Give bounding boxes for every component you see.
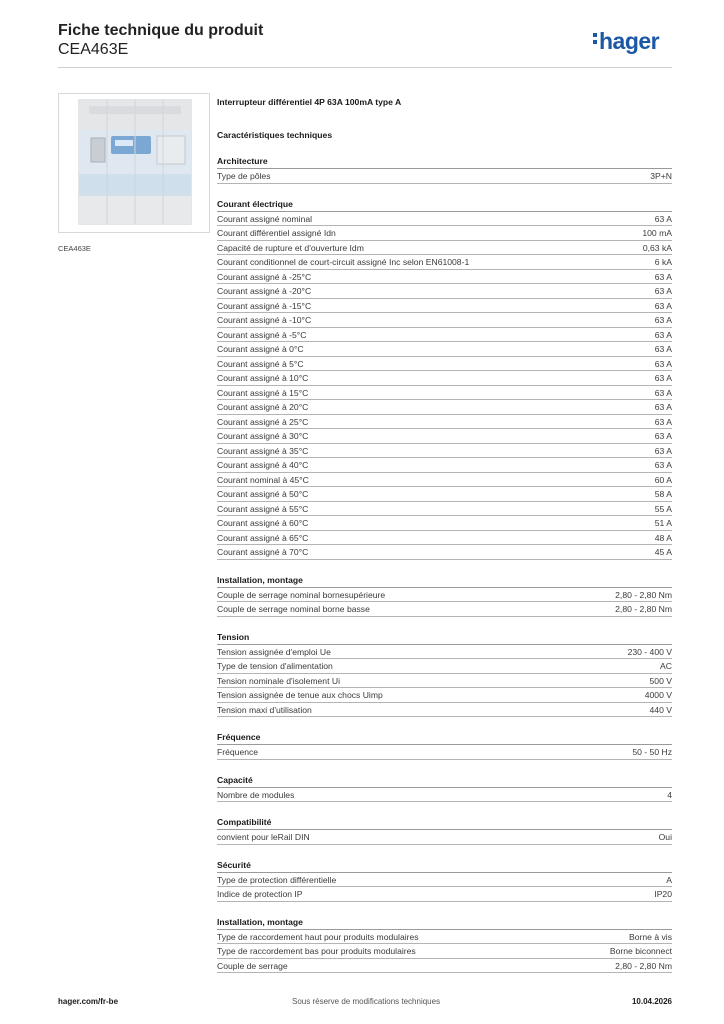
spec-value: 100 mA [642, 228, 672, 238]
section-title: Courant électrique [217, 198, 672, 212]
spec-row [217, 386, 672, 401]
spec-label: Type de pôles [217, 171, 271, 181]
spec-section [217, 916, 672, 974]
product-image [58, 93, 210, 233]
spec-label: Courant assigné à 70°C [217, 547, 309, 557]
spec-section [217, 816, 672, 845]
spec-label: Courant assigné à 0°C [217, 344, 304, 354]
spec-value: 63 A [654, 344, 672, 354]
spec-row [217, 357, 672, 372]
spec-row [217, 226, 672, 241]
spec-value: 230 - 400 V [627, 646, 672, 657]
spec-value: 63 A [654, 358, 672, 369]
spec-row [217, 930, 672, 945]
footer-date: 10.04.2026 [631, 997, 672, 1006]
spec-row [217, 473, 672, 488]
spec-value: Oui [658, 832, 672, 842]
spec-label: Courant différentiel assigné Idn [217, 228, 336, 238]
spec-value: 63 A [654, 431, 672, 441]
image-caption: CEA463E [58, 244, 91, 253]
spec-row [217, 959, 672, 974]
spec-value: 6 kA [654, 257, 672, 267]
section-title: Compatibilité [217, 816, 672, 830]
section-title: Fréquence [217, 731, 672, 745]
header-divider [58, 67, 672, 68]
spec-label: Courant assigné à 10°C [217, 373, 309, 383]
spec-label: Tension assignée de tenue aux chocs Uimp [217, 690, 383, 700]
spec-value: 51 A [654, 518, 672, 528]
specs-heading: Caractéristiques techniques [217, 130, 333, 140]
spec-section [217, 774, 672, 803]
spec-value: 63 A [654, 445, 672, 456]
spec-row [217, 688, 672, 703]
spec-value: 0,63 kA [642, 242, 672, 253]
spec-value: 63 A [654, 402, 672, 412]
spec-row [217, 212, 672, 227]
spec-label: Courant assigné à 50°C [217, 489, 309, 499]
spec-value: 2,80 - 2,80 Nm [615, 604, 672, 614]
spec-label: Courant assigné à -10°C [217, 315, 312, 325]
spec-row [217, 400, 672, 415]
spec-label: Tension nominale d'isolement Ui [217, 675, 340, 686]
section-title: Sécurité [217, 859, 672, 873]
spec-value: 63 A [654, 213, 672, 224]
spec-section [217, 198, 672, 560]
spec-row [217, 788, 672, 803]
spec-label: Courant assigné à 5°C [217, 358, 304, 369]
spec-row [217, 371, 672, 386]
spec-value: 60 A [654, 474, 672, 485]
footer-notice: Sous réserve de modifications techniques [292, 997, 441, 1006]
spec-value: 45 A [654, 547, 672, 557]
spec-row [217, 415, 672, 430]
spec-label: Type de protection différentielle [217, 874, 337, 885]
section-title: Architecture [217, 155, 672, 169]
spec-section [217, 155, 672, 184]
spec-value: 50 - 50 Hz [632, 747, 672, 757]
spec-label: Type de raccordement bas pour produits modulaires [217, 946, 416, 956]
spec-label: Courant assigné à -5°C [217, 329, 307, 340]
spec-value: 63 A [654, 460, 672, 470]
spec-value: 4 [667, 789, 672, 800]
spec-value: 63 A [654, 286, 672, 296]
footer-website: hager.com/fr-be [58, 997, 119, 1006]
spec-label: Courant assigné à -20°C [217, 286, 312, 296]
document-title: Fiche technique du produit [58, 22, 264, 39]
spec-value: 63 A [654, 271, 672, 282]
spec-label: Courant assigné à 35°C [217, 445, 309, 456]
spec-value: 48 A [654, 532, 672, 543]
spec-row [217, 299, 672, 314]
product-title: Interrupteur différentiel 4P 63A 100mA type A [217, 97, 402, 107]
spec-label: Indice de protection IP [217, 889, 303, 899]
product-reference: CEA463E [58, 41, 129, 58]
spec-label: Courant assigné à 60°C [217, 518, 309, 528]
spec-value: 440 V [649, 704, 672, 715]
spec-label: Courant assigné à 20°C [217, 402, 309, 412]
spec-row [217, 645, 672, 660]
spec-row [217, 873, 672, 888]
spec-label: Courant conditionnel de court-circuit assigné Inc selon EN61008-1 [217, 257, 470, 267]
spec-value: 3P+N [650, 171, 672, 181]
spec-row [217, 313, 672, 328]
spec-value: 63 A [654, 300, 672, 311]
spec-row [217, 284, 672, 299]
spec-row [217, 270, 672, 285]
spec-row [217, 328, 672, 343]
spec-value: AC [660, 661, 672, 671]
spec-label: Courant assigné à -15°C [217, 300, 312, 311]
spec-value: Borne biconnect [609, 946, 672, 956]
page-header [58, 22, 263, 60]
spec-label: Couple de serrage [217, 960, 288, 971]
spec-label: Courant nominal à 45°C [217, 474, 309, 485]
spec-label: Couple de serrage nominal borne basse [217, 604, 370, 614]
spec-label: Couple de serrage nominal bornesupérieure [217, 589, 386, 600]
spec-label: Type de raccordement haut pour produits modulaires [217, 931, 419, 942]
spec-label: Capacité de rupture et d'ouverture Idm [217, 242, 364, 253]
spec-label: Courant assigné à 30°C [217, 431, 309, 441]
spec-row [217, 444, 672, 459]
spec-label: Courant assigné à -25°C [217, 271, 312, 282]
spec-value: 63 A [654, 387, 672, 398]
logo-dots-icon [593, 30, 598, 47]
spec-label: convient pour leRail DIN [217, 832, 310, 842]
spec-row [217, 487, 672, 502]
spec-row [217, 241, 672, 256]
spec-section [217, 631, 672, 718]
spec-row [217, 502, 672, 517]
spec-row [217, 830, 672, 845]
spec-label: Courant assigné à 25°C [217, 416, 309, 427]
circuit-breaker-illustration [59, 94, 209, 232]
spec-value: 63 A [654, 416, 672, 427]
spec-section [217, 574, 672, 617]
spec-label: Fréquence [217, 747, 259, 757]
section-title: Installation, montage [217, 916, 672, 930]
section-title: Tension [217, 631, 672, 645]
spec-row [217, 545, 672, 560]
logo-text: hager [599, 28, 660, 54]
spec-row [217, 342, 672, 357]
spec-row [217, 516, 672, 531]
spec-value: 500 V [649, 675, 672, 686]
hager-logo [593, 28, 659, 55]
spec-value: Borne à vis [629, 931, 672, 942]
spec-label: Tension maxi d'utilisation [217, 704, 312, 715]
spec-sections [217, 155, 672, 973]
spec-label: Tension assignée d'emploi Ue [217, 646, 331, 657]
spec-value: IP20 [654, 889, 672, 899]
spec-section [217, 859, 672, 902]
spec-row [217, 602, 672, 617]
spec-row [217, 169, 672, 184]
spec-row [217, 703, 672, 718]
spec-label: Nombre de modules [217, 789, 295, 800]
spec-value: 55 A [654, 503, 672, 514]
spec-label: Courant assigné à 15°C [217, 387, 309, 398]
spec-content [217, 96, 672, 973]
spec-label: Courant assigné à 40°C [217, 460, 309, 470]
spec-row [217, 531, 672, 546]
spec-label: Type de tension d'alimentation [217, 661, 333, 671]
spec-row [217, 659, 672, 674]
spec-value: 63 A [654, 373, 672, 383]
section-title: Capacité [217, 774, 672, 788]
spec-value: 2,80 - 2,80 Nm [615, 960, 672, 971]
spec-row [217, 588, 672, 603]
spec-label: Courant assigné nominal [217, 213, 313, 224]
spec-section [217, 731, 672, 760]
spec-row [217, 887, 672, 902]
spec-row [217, 255, 672, 270]
spec-value: 2,80 - 2,80 Nm [615, 589, 672, 600]
section-title: Installation, montage [217, 574, 672, 588]
spec-value: A [666, 874, 672, 885]
spec-row [217, 458, 672, 473]
spec-value: 58 A [654, 489, 672, 499]
spec-row [217, 944, 672, 959]
spec-value: 63 A [654, 329, 672, 340]
spec-row [217, 429, 672, 444]
spec-label: Courant assigné à 55°C [217, 503, 309, 514]
spec-row [217, 674, 672, 689]
spec-value: 4000 V [644, 690, 672, 700]
spec-value: 63 A [654, 315, 672, 325]
spec-label: Courant assigné à 65°C [217, 532, 309, 543]
spec-row [217, 745, 672, 760]
